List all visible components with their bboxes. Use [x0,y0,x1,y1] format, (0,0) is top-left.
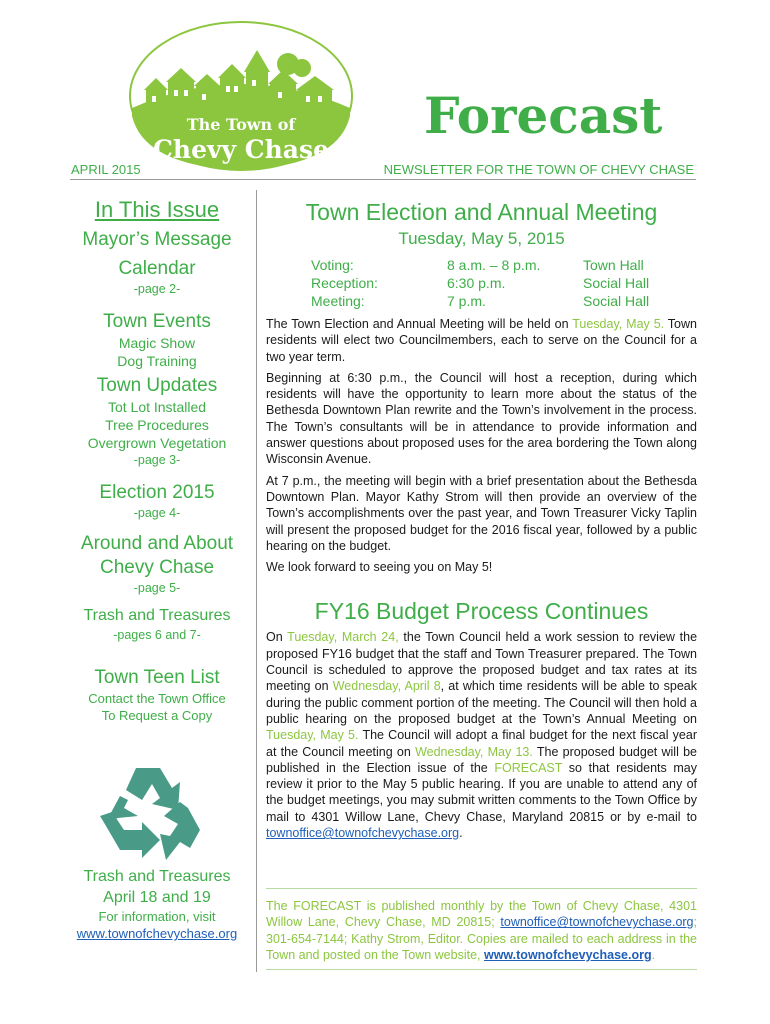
tt-heading: Trash and Treasures [83,868,231,885]
header-divider [70,179,696,180]
toc-teen-line1: Contact the Town Office [88,691,226,706]
schedule-event: Meeting: [311,293,365,309]
toc-trash-page: -pages 6 and 7- [113,628,201,642]
budget-date: Wednesday, May 13. [415,744,533,759]
schedule-row [311,292,697,310]
footer-top-rule [266,888,697,889]
election-paragraph-2: Beginning at 6:30 p.m., the Council will host a reception, during which residents will have the opportunity to learn more about the status of the Bethesda Downtown Plan rewrite and the Town’s involvement in the process. The Town’s consultants will be in attendance to provide information and answer questions about proposed uses for the area bordering the Town along Wisconsin Avenue. [266,370,697,467]
footer-email-link[interactable]: townoffice@townofchevychase.org [500,915,694,930]
budget-email-link[interactable]: townoffice@townofchevychase.org [266,826,460,841]
recycle-icon [98,760,208,865]
newsletter-tagline: NEWSLETTER FOR THE TOWN OF CHEVY CHASE [383,162,694,177]
toc-events: Town Events [103,311,211,332]
schedule-event: Voting: [311,257,354,273]
tt-website-link[interactable]: www.townofchevychase.org [76,926,238,941]
toc-around-page: -page 5- [133,581,181,595]
tt-date: April 18 and 19 [103,889,211,906]
schedule-row [311,256,697,274]
election-paragraph-1 [266,316,697,365]
town-logo-graphic [128,20,354,172]
budget-text: the Town Council held a work session to review the proposed FY16 budget that the staff and Town Treasurer prepared. The Town Council is scheduled to approve the proposed budget and tax rates at its meeting on [266,630,698,694]
toc-updates: Town Updates [96,375,218,396]
toc-calendar-page: -page 2- [133,282,181,296]
schedule-place: Social Hall [583,275,650,291]
main-column [266,196,697,846]
footer-text-2: ; 301-654-7144; Kathy Strom, Editor. Copies are mailed to each address in the Town and posted on the Town website, [266,915,697,962]
election-paragraph-4: We look forward to seeing you on May 5! [266,560,493,575]
budget-forecast: FORECAST [494,760,563,775]
budget-date: Tuesday, May 5. [266,728,359,743]
town-logo [128,20,354,172]
toc-updates-item: Tree Procedures [105,417,209,433]
schedule-time: 7 p.m. [447,293,486,309]
election-p1-date: Tuesday, May 5. [572,317,665,331]
schedule-time: 6:30 p.m. [447,275,506,291]
budget-paragraph [266,629,697,841]
toc-election: Election 2015 [99,482,215,503]
column-divider [256,190,257,972]
budget-text: On [266,630,288,645]
election-p1-text-2: Town residents will elect two Councilmembers, each to serve on the Council for a two year term. [266,317,697,364]
toc-updates-page: -page 3- [133,453,181,467]
logo-line2: Chevy Chase [153,135,329,164]
publication-footer [266,888,697,970]
toc-updates-item: Tot Lot Installed [107,399,207,415]
sidebar-contents [62,196,252,724]
budget-text: , at which time residents will be able to speak during the public comment portion of the meeting. The Council will then hold a public hearing on the proposed budget at the Town’s Annual Meeting on [266,679,698,726]
budget-text: so that residents may review it prior to the May 5 public hearing. If you are unable to attend any of the budget meetings, you may submit written comments to the Town Office by mail to 4301 Willow Lane, Chevy Chase, Maryland 20815 or by e-mail to [266,760,698,824]
toc-calendar: Calendar [118,258,196,279]
election-date: Tuesday, May 5, 2015 [398,229,565,248]
toc-events-item: Dog Training [117,353,197,369]
toc-teen: Town Teen List [94,667,220,688]
footer-bottom-rule [266,969,697,970]
schedule-row [311,274,697,292]
toc-election-page: -page 4- [133,506,181,520]
budget-date: Tuesday, March 24, [287,630,399,645]
toc-teen-line2: To Request a Copy [101,708,213,723]
schedule-time: 8 a.m. – 8 p.m. [447,257,541,273]
toc-around-2: Chevy Chase [99,557,215,578]
schedule-place: Town Hall [583,257,644,273]
toc-around-1: Around and About [80,533,234,554]
logo-line1: The Town of [186,115,296,134]
election-paragraph-3: At 7 p.m., the meeting will begin with a brief presentation about the Bethesda Downtown Plan. Mayor Kathy Strom will then provide an overview of the Town’s accomplishments over the past year, and Town Treasurer Vicky Taplin will present the proposed budget for the 2016 fiscal year, followed by a public hearing on the budget. [266,473,697,553]
trash-treasures-box [62,866,252,942]
budget-text: The proposed budget will be published in the Election issue of the [266,744,697,775]
budget-heading: FY16 Budget Process Continues [314,598,649,625]
schedule-event: Reception: [311,275,378,291]
election-heading: Town Election and Annual Meeting [305,199,658,225]
tt-info: For information, visit [98,909,216,924]
toc-trash: Trash and Treasures [83,607,231,624]
schedule-place: Social Hall [583,293,650,309]
footer-text-1: The FORECAST is published monthly by the Town of Chevy Chase, 4301 Willow Lane, Chevy Chase, MD 20815; [266,899,697,930]
toc-events-item: Magic Show [118,335,196,351]
toc-mayor: Mayor’s Message [82,229,232,250]
election-schedule [311,256,697,310]
budget-date: Wednesday, April 8 [332,679,441,694]
footer-text-3: . [651,947,656,962]
footer-website-link[interactable]: www.townofchevychase.org [483,947,652,962]
toc-updates-item: Overgrown Vegetation [87,435,227,451]
election-p1-text: The Town Election and Annual Meeting will be held on [266,317,573,331]
sidebar-title: In This Issue [94,197,220,222]
issue-date: APRIL 2015 [71,162,141,177]
footer-text [266,898,697,963]
masthead-title: Forecast [424,86,663,145]
budget-text: The Council will adopt a final budget for the next fiscal year at the Council meeting on [266,728,697,759]
budget-text-end: . [459,826,463,841]
